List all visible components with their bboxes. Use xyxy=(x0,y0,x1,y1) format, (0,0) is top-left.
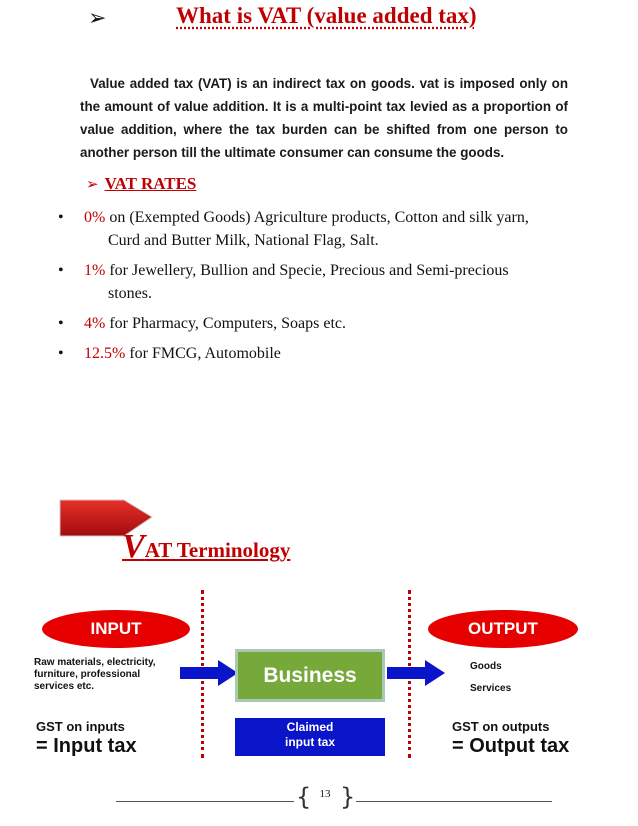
bullet-icon: • xyxy=(58,262,64,279)
footer-brace-right: } xyxy=(340,783,356,811)
gst-outputs-label: GST on outputs xyxy=(452,719,550,734)
rate-percent: 1% xyxy=(84,262,106,279)
input-desc-line: furniture, professional xyxy=(34,669,141,680)
list-item xyxy=(58,312,568,335)
footer-rule-right xyxy=(356,801,552,802)
input-description xyxy=(34,657,156,693)
terminology-heading xyxy=(122,528,290,566)
bullet-icon: • xyxy=(58,345,64,362)
rate-text: for FMCG, Automobile xyxy=(125,345,281,362)
list-item xyxy=(58,259,568,305)
rate-text-continued: Curd and Butter Milk, National Flag, Salt. xyxy=(108,232,379,249)
output-ellipse: OUTPUT xyxy=(428,610,578,648)
input-ellipse: INPUT xyxy=(42,610,190,648)
rate-percent: 4% xyxy=(84,315,106,332)
page-number: 13 xyxy=(319,788,331,800)
rate-text-continued: stones. xyxy=(108,285,152,302)
intro-paragraph xyxy=(80,72,568,164)
page-title: What is VAT (value added tax) xyxy=(176,3,477,28)
terminology-initial: V xyxy=(122,528,145,565)
arrow-bullet-icon: ➢ xyxy=(88,6,107,31)
vat-rates-list xyxy=(58,206,568,372)
gst-inputs-label: GST on inputs xyxy=(36,719,125,734)
list-item xyxy=(58,342,568,365)
footer-rule-left xyxy=(116,801,294,802)
vat-rates-heading-text: VAT RATES xyxy=(104,174,197,193)
rate-percent: 0% xyxy=(84,209,106,226)
arrow-right-icon xyxy=(385,658,447,688)
input-desc-line: services etc. xyxy=(34,681,95,692)
terminology-heading-text: AT Terminology xyxy=(144,538,291,562)
vat-flow-diagram xyxy=(30,585,610,770)
rate-text: for Jewellery, Bullion and Specie, Precious and Semi-precious xyxy=(105,262,509,279)
claimed-line: input tax xyxy=(285,735,335,749)
claimed-input-tax-box xyxy=(235,718,385,756)
list-item xyxy=(58,206,568,252)
input-desc-line: Raw materials, electricity, xyxy=(34,657,156,668)
output-item-services: Services xyxy=(470,683,512,694)
bullet-icon: • xyxy=(58,209,64,226)
rate-text: on (Exempted Goods) Agriculture products, Cotton and silk yarn, xyxy=(105,209,529,226)
input-tax-label: = Input tax xyxy=(36,735,137,757)
arrow-bullet-icon: ➢ xyxy=(86,175,99,193)
claimed-line: Claimed xyxy=(286,720,334,734)
output-tax-label: = Output tax xyxy=(452,735,570,757)
vat-rates-heading xyxy=(86,174,196,194)
footer-brace-left: { xyxy=(296,783,312,811)
rate-text: for Pharmacy, Computers, Soaps etc. xyxy=(105,315,347,332)
bullet-icon: • xyxy=(58,315,64,332)
business-box: Business xyxy=(235,649,385,702)
output-item-goods: Goods xyxy=(470,661,502,672)
rate-percent: 12.5% xyxy=(84,345,126,362)
intro-text: Value added tax (VAT) is an indirect tax on goods. vat is imposed only on the amount of value addition. It is a multi-point tax levied as a proportion of value addition, where the tax burden can be shifted from one person to another person till the ultimate consumer can consume the goods. xyxy=(80,76,568,160)
arrow-right-icon xyxy=(178,658,240,688)
